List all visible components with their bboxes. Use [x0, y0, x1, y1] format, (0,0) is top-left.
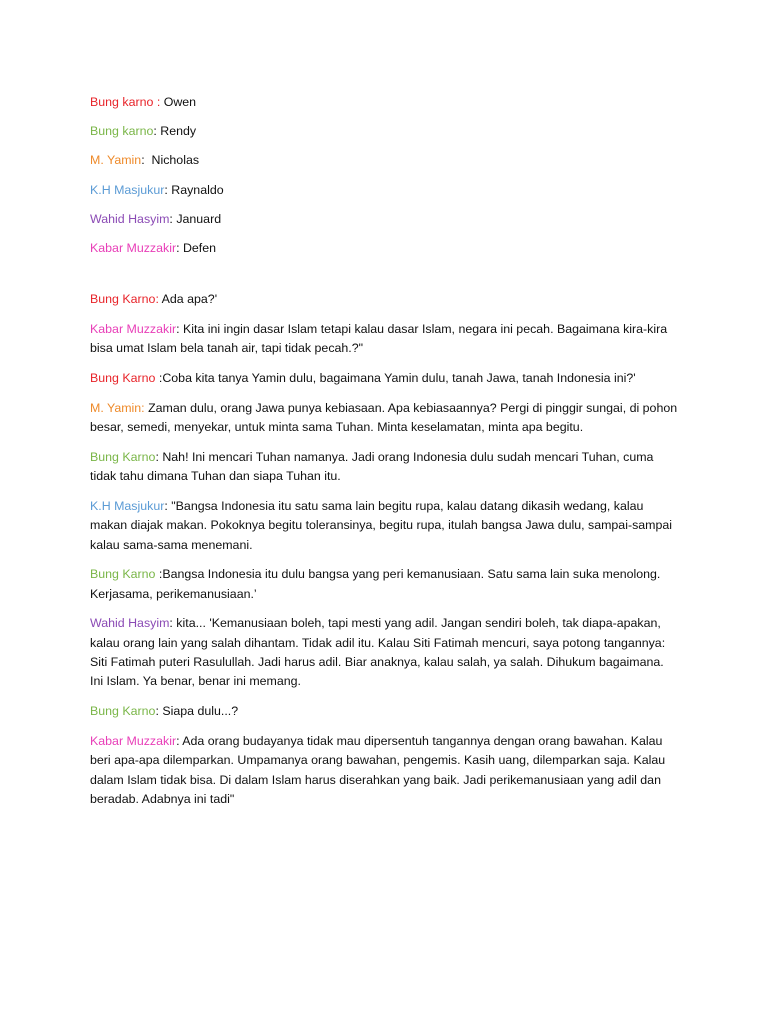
dialogue-text: Ada apa?' [158, 292, 218, 307]
speaker-name: Wahid Hasyim [90, 616, 170, 631]
dialogue-line [90, 702, 680, 721]
dialogue-text: : Nah! Ini mencari Tuhan namanya. Jadi orang Indonesia dulu sudah mencari Tuhan, cuma tidak tahu dimana Tuhan dan siapa Tuhan itu. [90, 449, 654, 484]
dialogue-text: :Bangsa Indonesia itu dulu bangsa yang peri kemanusiaan. Satu sama lain suka menolong. Kerjasama, perikemanusiaan.’ [90, 567, 661, 601]
actor-name: Defen [182, 240, 217, 255]
speaker-name: M. Yamin [90, 153, 142, 168]
cast-separator: : [153, 124, 161, 139]
document-page [90, 93, 680, 820]
cast-separator: : [141, 153, 152, 168]
dialogue-text: : "Bangsa Indonesia itu satu sama lain begitu rupa, kalau datang dikasih wedang, kalau makan diajak makan. Pokoknya begitu toleransinya, begitu rupa, itulah bangsa Jawa dulu, sampai-sampai kalau sama-sama menemani. [90, 499, 673, 552]
dialogue-line [90, 448, 680, 487]
dialogue-line [90, 369, 680, 388]
speaker-name: Bung Karno [90, 449, 156, 464]
speaker-name: Bung karno [90, 95, 154, 109]
speaker-name: Bung karno [90, 124, 154, 139]
actor-name: Raynaldo [171, 182, 224, 197]
cast-separator: : [176, 240, 183, 255]
speaker-name: Bung Karno: [90, 292, 159, 307]
actor-name: Owen [163, 95, 197, 109]
cast-separator: : [164, 182, 172, 197]
dialogue-text: :Coba kita tanya Yamin dulu, bagaimana Yamin dulu, tanah Jawa, tanah Indonesia ini?' [155, 371, 636, 386]
dialogue-line [90, 614, 680, 691]
dialogue-line [90, 497, 680, 555]
actor-name: Rendy [160, 124, 197, 139]
speaker-name: Kabar Muzzakir [90, 733, 177, 748]
actor-name: Januard [176, 211, 222, 226]
cast-line [90, 122, 680, 151]
speaker-name: Bung Karno [90, 371, 156, 386]
cast-line [90, 93, 680, 122]
dialogue-line [90, 320, 680, 359]
speaker-name: Kabar Muzzakir [90, 240, 177, 255]
speaker-name: K.H Masjukur [90, 499, 165, 513]
dialogue-text: : kita... 'Kemanusiaan boleh, tapi mesti yang adil. Jangan sendiri boleh, tak diapa-apakan, kalau orang lain yang salah dihantam. Tidak adil itu. Kalau Siti Fatimah mencuri, saya potong tangannya: Siti Fatimah puteri Rasulullah. Jadi harus adil. Biar anaknya, kalau salah, ya salah. Dihukum bagaimana. Ini Islam. Ya benar, benar ini memang. [90, 616, 666, 689]
cast-list [90, 93, 680, 268]
dialogue-text: : Kita ini ingin dasar Islam tetapi kalau dasar Islam, negara ini pecah. Bagaimana kira-kira bisa umat Islam bela tanah air, tapi tidak pecah.?" [90, 321, 668, 356]
speaker-name: Bung Karno [90, 704, 156, 719]
actor-name: Nicholas [151, 153, 200, 168]
cast-line [90, 210, 680, 239]
speaker-name: M. Yamin: [90, 400, 145, 415]
cast-line [90, 151, 680, 180]
speaker-name: Kabar Muzzakir [90, 321, 177, 336]
section-gap [90, 268, 680, 290]
cast-separator: : [169, 211, 177, 226]
dialogue [90, 290, 680, 809]
dialogue-text: : Ada orang budayanya tidak mau dipersentuh tangannya dengan orang bawahan. Kalau beri apa-apa dilemparkan. Umpamanya orang bawahan, pengemis. Kasih uang, dilemparkan saja. Kalau dalam Islam tidak bisa. Di dalam Islam harus diserahkan yang baik. Jadi perikemanusiaan yang adil dan beradab. Adabnya ini tadi" [90, 733, 666, 806]
cast-line [90, 239, 680, 268]
cast-separator: : [153, 95, 164, 109]
speaker-name: Wahid Hasyim [90, 211, 170, 226]
speaker-name: Bung Karno [90, 567, 156, 582]
dialogue-text: : Siapa dulu...? [155, 704, 239, 719]
dialogue-text: Zaman dulu, orang Jawa punya kebiasaan. Apa kebiasaannya? Pergi di pinggir sungai, di pohon besar, semedi, menyekar, untuk minta sama Tuhan. Minta keselamatan, minta apa begitu. [90, 400, 678, 435]
cast-line [90, 181, 680, 210]
dialogue-line [90, 290, 680, 309]
dialogue-line [90, 732, 680, 809]
dialogue-line [90, 565, 680, 604]
speaker-name: K.H Masjukur [90, 182, 165, 197]
dialogue-line [90, 399, 680, 438]
